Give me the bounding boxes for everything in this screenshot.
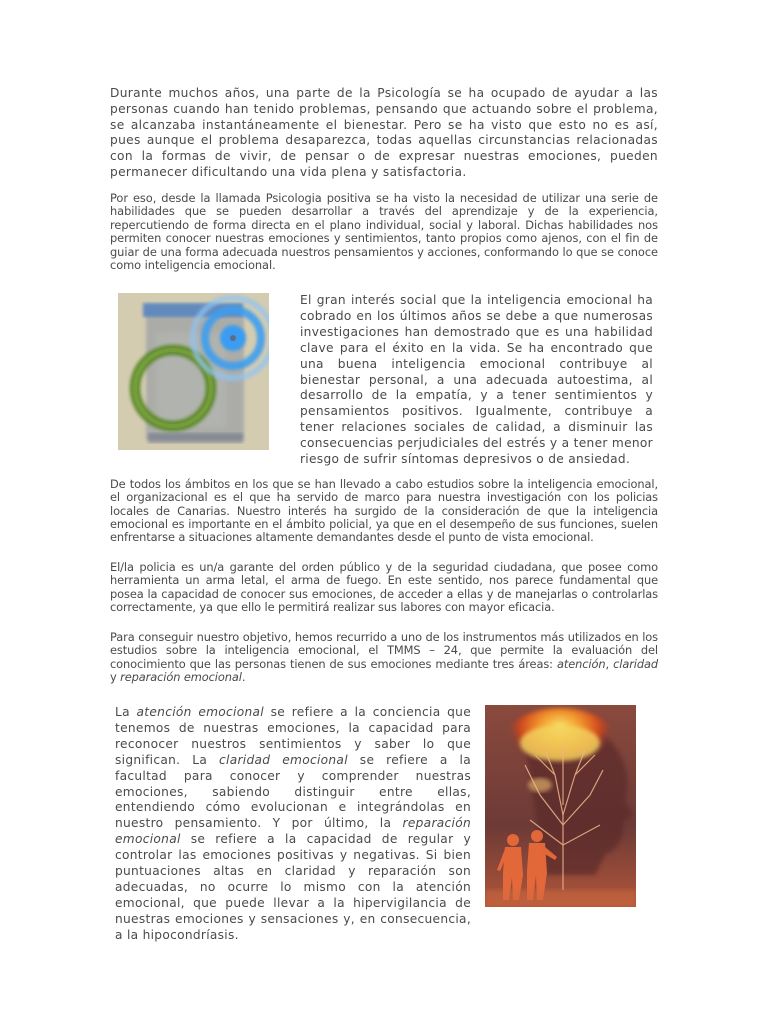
text-segment: La [115,705,137,719]
paragraph-police-role: El/la policia es un/a garante del orden público y de la seguridad ciudadana, que posee como herramienta un arma letal, el arma de fuego. En este sentido, nos parece fundamental que posea la capacidad de conocer sus emociones, de acceder a ellas y de manejarlas o controlarlas correctamente, ya que ello le permitirá realizar sus labores con mayor eficacia. [110,560,658,614]
term-claridad: claridad [613,656,658,671]
abstract-circles-art [118,293,269,450]
term-claridad-emocional: claridad emocional [219,752,348,767]
period: . [241,669,246,684]
paragraph-organizational: De todos los ámbitos en los que se han llevado a cabo estudios sobre la inteligencia emocional, el organizacional es el que ha servido de marco para nuestra investigación con los policias locales de Canarias. Nuestro interés ha surgido de la consideración de que la inteligencia emocional es importante en el ámbito policial, ya que en el desempeño de sus funciones, suelen enfrentarse a situaciones altamente demandantes desde el punto de vista emocional. [110,477,658,545]
paragraph-three-areas [115,705,471,944]
tree-head-image [485,705,636,907]
text-segment: se refiere a la capacidad de regular y controlar las emociones positivas y negativas. Si bien puntuaciones altas en claridad y reparación son adecuadas, no ocurre lo mismo con la atención emocional, que puede llevar a la hipervigilancia de nuestras emociones y sensaciones y, en consecuencia, a la hipocondríasis. [115,832,471,942]
paragraph-intro: Durante muchos años, una parte de la Psicología se ha ocupado de ayudar a las personas cuando han tenido problemas, pensando que actuando sobre el problema, se alcanzaba instantáneamente el bienestar. Pero se ha visto que esto no es así, pues aunque el problema desaparezca, todas aquellas circunstancias relacionadas con la formas de vivir, de pensar o de expresar nuestras emociones, pueden permanecer dificultando una vida plena y satisfactoria. [110,86,658,179]
text-segment: se refiere a la conciencia que tenemos de nuestras emociones, la capacidad para reconocer nuestros sentimientos y saber lo que significan. La [115,705,471,767]
term-reparacion-emocional: reparación emocional [115,816,471,847]
tmms-text: Para conseguir nuestro objetivo, hemos recurrido a uno de los instrumentos más utilizados en los estudios sobre la inteligencia emocional, el TMMS – 24, que permite la evaluación del conocimiento que las personas tienen de sus emociones mediante tres áreas: [110,630,658,671]
text-segment: se refiere a la facultad para conocer y comprender nuestras emociones, sabiendo distinguir entre ellas, entendiendo cómo evolucionan e integrándolas en nuestro pensamiento. Y por último, la [115,752,471,831]
term-reparacion: reparación emocional [120,669,242,684]
paragraph-tmms [110,631,658,684]
separator: y [110,669,121,684]
term-atencion: atención [556,656,606,671]
separator: , [605,656,614,671]
paragraph-positive-psychology: Por eso, desde la llamada Psicologia positiva se ha visto la necesidad de utilizar una serie de habilidades que se pueden desarrollar a través del aprendizaje y de la experiencia, repercutiendo de forma directa en el plano individual, social y laboral. Dichas habilidades nos permiten conocer nuestras emociones y sentimientos, tanto propios como ajenos, con el fin de guiar de una forma adecuada nuestros pensamientos y acciones, conformando lo que se conoce como inteligencia emocional. [110,191,658,273]
paragraph-social-interest: El gran interés social que la inteligencia emocional ha cobrado en los últimos años se debe a que numerosas investigaciones han demostrado que es una habilidad clave para el éxito en la vida. Se ha encontrado que una buena inteligencia emocional contribuye al bienestar personal, a una adecuada autoestima, al desarrollo de la empatía, y a tener sentimientos y pensamientos positivos. Igualmente, contribuye a tener relaciones sociales de calidad, a disminuir las consecuencias perjudiciales del estrés y a tener menor riesgo de sufrir síntomas depresivos o de ansiedad. [300,293,653,467]
term-atencion-emocional: atención emocional [136,705,264,719]
tree-head-art [485,705,636,907]
abstract-circles-image [118,293,269,450]
